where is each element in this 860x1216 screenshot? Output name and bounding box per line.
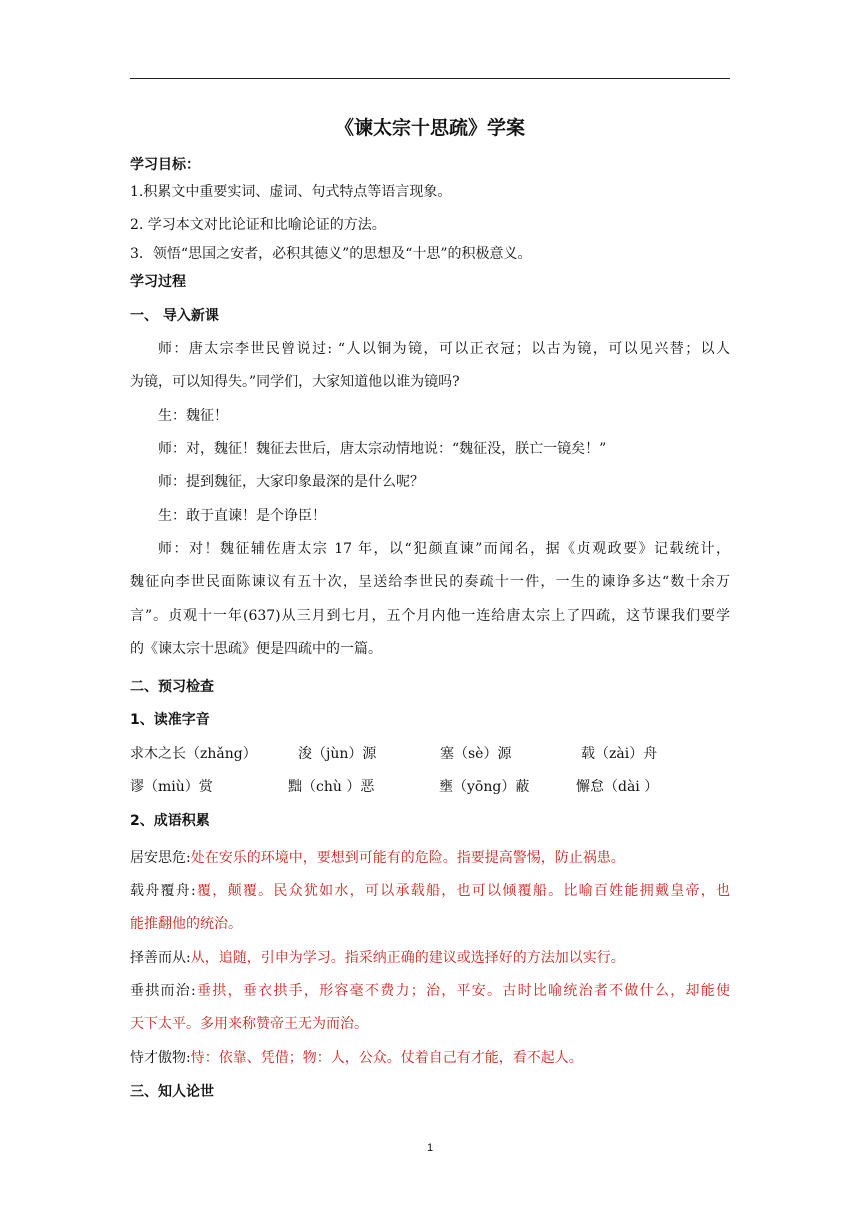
idiom-entry xyxy=(130,980,730,1000)
idiom-entry xyxy=(130,847,730,867)
idiom-definition-cont: 天下太平。多用来称赞帝王无为而治。 xyxy=(130,1016,368,1032)
goal-item-2: 2. 学习本文对比论证和比喻论证的方法。 xyxy=(130,217,386,233)
dialogue-line: 生：魏征！ xyxy=(158,408,228,424)
idiom-definition: 恃：依靠、凭借；物：人，公众。仗着自己有才能，看不起人。 xyxy=(190,1050,583,1066)
paragraph-line: 的《谏太宗十思疏》便是四疏中的一篇。 xyxy=(130,641,382,657)
idiom-definition: 处在安乐的环境中，要想到可能有的危险。指要提高警惕，防止祸患。 xyxy=(190,850,625,866)
pronunciation-item: 塞（sè）源 xyxy=(440,746,512,762)
idiom-entry xyxy=(130,1047,730,1067)
header-rule xyxy=(130,78,730,79)
pronunciation-item: 求木之长（zhǎng） xyxy=(130,746,257,762)
paragraph-line: 言”。贞观十一年(637)从三月到七月，五个月内他一连给唐太宗上了四疏，这节课我们要学 xyxy=(130,608,730,624)
idiom-term: 择善而从: xyxy=(130,950,191,966)
pronunciation-item: 载（zài）舟 xyxy=(581,746,658,762)
idiom-term: 载舟覆舟: xyxy=(130,883,196,899)
section1-heading: 一、 导入新课 xyxy=(130,308,219,324)
pronunciation-item: 浚（jùn）源 xyxy=(298,746,377,762)
idiom-definition: 从，追随，引申为学习。指采纳正确的建议或选择好的方法加以实行。 xyxy=(190,950,625,966)
dialogue-line: 生：敢于直谏！是个诤臣！ xyxy=(158,508,326,524)
idiom-entry xyxy=(130,947,730,967)
idiom-entry xyxy=(130,880,730,900)
idiom-term: 垂拱而治: xyxy=(130,983,196,999)
section2-heading: 二、预习检查 xyxy=(130,679,214,695)
dialogue-line: 师：提到魏征，大家印象最深的是什么呢？ xyxy=(158,474,424,490)
pronunciation-item: 懈怠（dài ） xyxy=(576,779,659,795)
idiom-term: 恃才傲物: xyxy=(130,1050,191,1066)
idiom-definition: 覆，颠覆。民众犹如水，可以承载船，也可以倾覆船。比喻百姓能拥戴皇帝，也 xyxy=(195,883,731,899)
goal-item-1: 1.积累文中重要实词、虚词、句式特点等语言现象。 xyxy=(130,184,452,200)
idioms-heading: 2、成语积累 xyxy=(130,813,210,829)
goals-heading: 学习目标： xyxy=(130,157,200,173)
paragraph-line: 师：唐太宗李世民曾说过: “人以铜为镜，可以正衣冠；以古为镜，可以见兴替；以人 xyxy=(158,341,730,357)
idiom-definition: 垂拱，垂衣拱手，形容毫不费力；治，平安。古时比喻统治者不做什么，却能使 xyxy=(195,983,731,999)
dialogue-line: 师：对，魏征！魏征去世后，唐太宗动情地说：“魏征没，朕亡一镜矣！” xyxy=(158,441,607,457)
pronunciation-item: 黜（chù ）恶 xyxy=(288,779,375,795)
paragraph-line: 师：对！魏征辅佐唐太宗 17 年，以“犯颜直谏”而闻名，据《贞观政要》记载统计， xyxy=(158,541,730,557)
page-title: 《谏太宗十思疏》学案 xyxy=(334,117,525,139)
goal-item-3: 3．领悟“思国之安者，必积其德义”的思想及“十思”的积极意义。 xyxy=(130,246,532,262)
pronunciation-item: 壅（yōng）蔽 xyxy=(439,779,530,795)
paragraph-line: 为镜，可以知得失。”同学们，大家知道他以谁为镜吗? xyxy=(130,374,460,390)
page-number: 1 xyxy=(426,1142,434,1154)
idiom-term: 居安思危: xyxy=(130,850,191,866)
pronunciation-heading: 1、读准字音 xyxy=(130,712,210,728)
section3-heading: 三、知人论世 xyxy=(130,1084,214,1100)
idiom-definition-cont: 能推翻他的统治。 xyxy=(130,916,242,932)
paragraph-line: 魏征向李世民面陈谏议有五十次，呈送给李世民的奏疏十一件，一生的谏诤多达“数十余万 xyxy=(130,574,730,590)
pronunciation-item: 谬（miù）赏 xyxy=(130,779,213,795)
process-heading: 学习过程 xyxy=(130,274,186,290)
